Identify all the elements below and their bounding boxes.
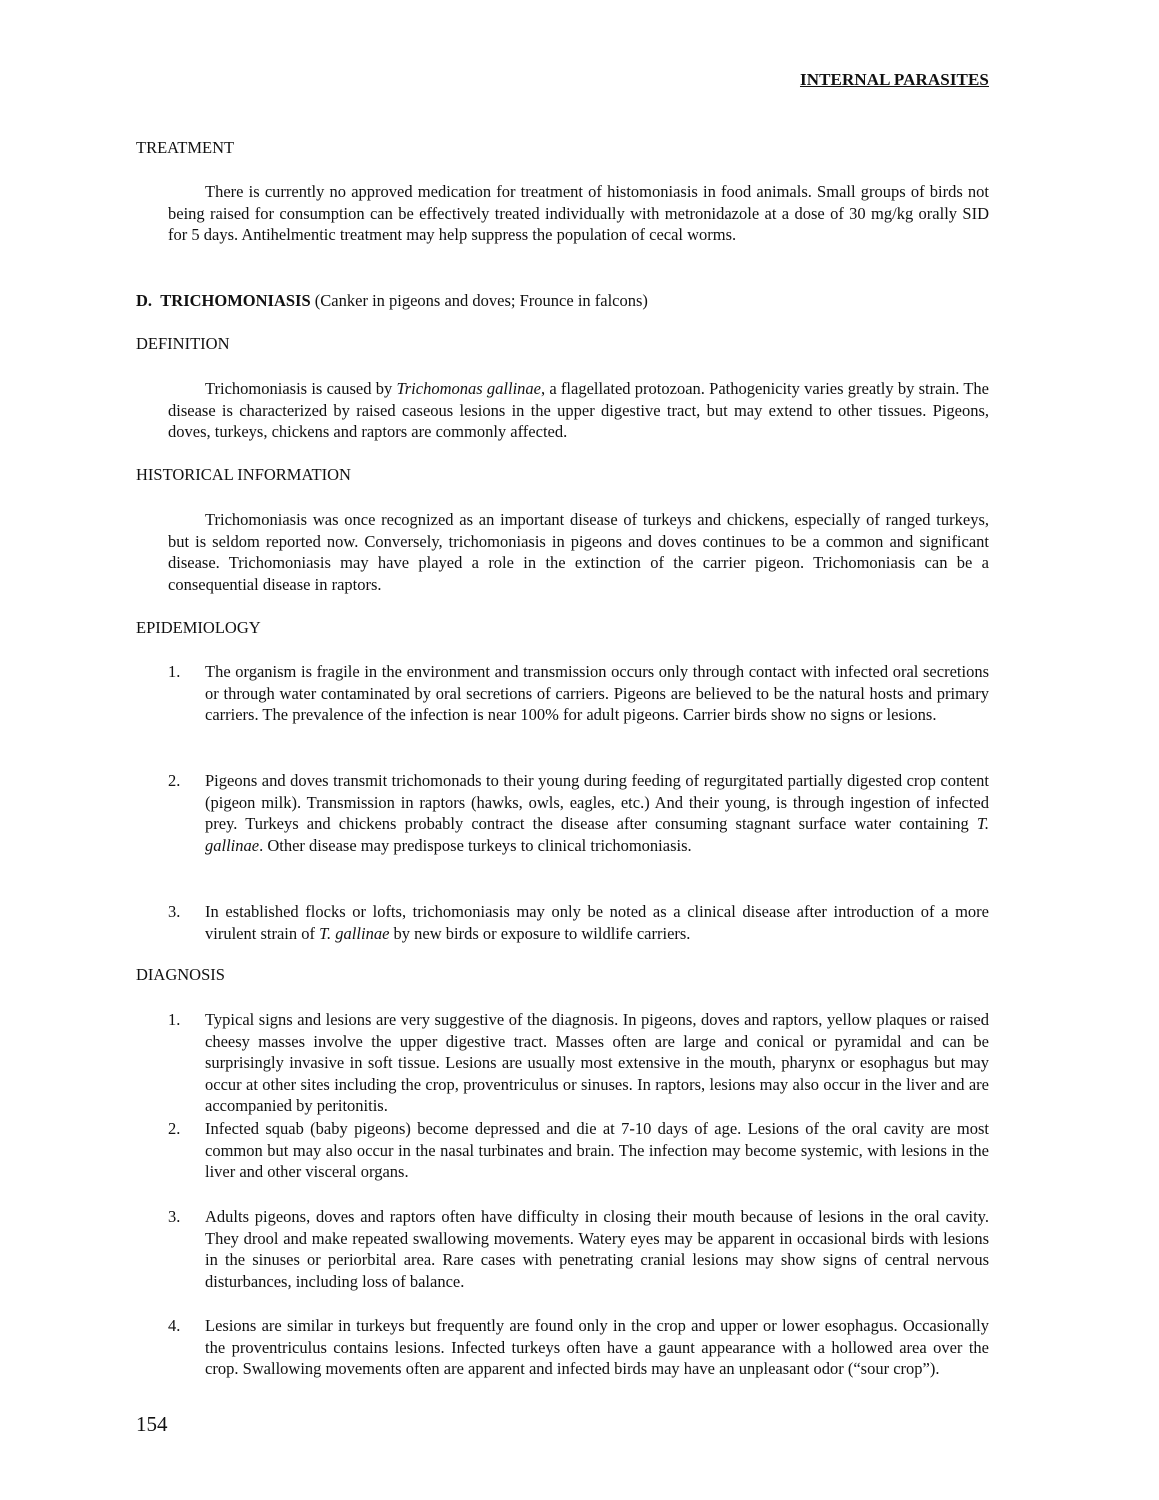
list-number: 3.: [168, 1207, 181, 1226]
list-text-part: In established flocks or lofts, trichomoniasis may only be noted as a clinical disease after introduction of a more virulent strain of: [205, 902, 989, 943]
diagnosis-item: [168, 1009, 989, 1117]
running-head: INTERNAL PARASITES: [799, 70, 989, 89]
section-d-title: [136, 291, 648, 311]
diagnosis-item: [168, 1315, 989, 1380]
species-name: T. gallinae: [205, 814, 989, 855]
list-text: The organism is fragile in the environment and transmission occurs only through contact with infected oral secretions or through water contaminated by oral secretions of carriers. Pigeons are believed to be the natural hosts and primary carriers. The prevalence of the infection is near 100% for adult pigeons. Carrier birds show no signs or lesions.: [205, 662, 989, 724]
list-text-part: . Other disease may predispose turkeys to clinical trichomoniasis.: [259, 835, 692, 855]
list-text: Infected squab (baby pigeons) become depressed and die at 7-10 days of age. Lesions of the oral cavity are most common but may also occur in the nasal turbinates and brain. The infection may become systemic, with lesions in the liver and other visceral organs.: [205, 1119, 989, 1181]
treatment-paragraph: There is currently no approved medication for treatment of histomoniasis in food animals. Small groups of birds not being raised for consumption can be effectively treated individually with metronidazole at a dose of 30 mg/kg orally SID for 5 days. Antihelmentic treatment may help suppress the population of cecal worms.: [168, 182, 989, 244]
definition-text: Trichomoniasis is caused by: [205, 379, 397, 398]
list-text-part: Pigeons and doves transmit trichomonads to their young during feeding of regurgitated partially digested crop content (pigeon milk). Transmission in raptors (hawks, owls, eagles, etc.) And their young, is through ingestion of infected prey. Turkeys and chickens probably contract the disease after consuming stagnant surface water containing: [205, 771, 989, 833]
list-number: 4.: [168, 1316, 181, 1335]
treatment-heading: TREATMENT: [136, 138, 235, 157]
list-text: [205, 770, 989, 856]
epidemiology-item: [168, 770, 989, 856]
section-letter: D.: [136, 291, 153, 310]
list-number: 1.: [168, 1010, 181, 1029]
list-text: Typical signs and lesions are very suggestive of the diagnosis. In pigeons, doves and raptors, yellow plaques or raised cheesy masses involve the upper digestive tract. Masses often are large and conical or pyramidal and can be surprisingly invasive in soft tissue. Lesions are usually most extensive in the mouth, pharynx or esophagus but may occur at other sites including the crop, proventriculus or sinuses. In raptors, lesions may also occur in the liver and are accompanied by peritonitis.: [205, 1010, 989, 1115]
list-text-part: by new birds or exposure to wildlife carriers.: [389, 923, 691, 943]
section-subtitle: (Canker in pigeons and doves; Frounce in falcons): [314, 291, 648, 310]
historical-paragraph: Trichomoniasis was once recognized as an important disease of turkeys and chickens, especially of ranged turkeys, but is seldom reported now. Conversely, trichomoniasis in pigeons and doves continues to be a common and significant disease. Trichomoniasis may have played a role in the extinction of the carrier pigeon. Trichomoniasis can be a consequential disease in raptors.: [168, 510, 989, 594]
definition-heading: DEFINITION: [136, 334, 230, 353]
diagnosis-heading: DIAGNOSIS: [136, 965, 225, 984]
page-number: 154: [136, 1412, 168, 1436]
list-text: Lesions are similar in turkeys but frequently are found only in the crop and upper or lower esophagus. Occasionally the proventriculus contains lesions. Infected turkeys often have a gaunt appearance with a hollowed area over the crop. Swallowing movements often are apparent and infected birds may have an unpleasant odor (“sour crop”).: [205, 1316, 989, 1378]
diagnosis-item: [168, 1206, 989, 1292]
section-name: TRICHOMONIASIS: [160, 291, 311, 310]
epidemiology-heading: EPIDEMIOLOGY: [136, 618, 261, 637]
species-name: Trichomonas gallinae: [396, 379, 541, 398]
list-number: 1.: [168, 662, 181, 681]
list-number: 2.: [168, 771, 181, 790]
definition-text-continued: , a flagellated protozoan. Pathogenicity varies greatly by strain. The disease is characterized by raised caseous lesions in the upper digestive tract, but may extend to other tissues. Pigeons, doves, turkeys, chickens and raptors are commonly affected.: [168, 379, 989, 441]
historical-heading: HISTORICAL INFORMATION: [136, 465, 351, 484]
epidemiology-item: [168, 661, 989, 726]
diagnosis-item: [168, 1118, 989, 1183]
list-text: [205, 901, 989, 944]
species-name: T. gallinae: [319, 923, 390, 943]
definition-paragraph: [168, 378, 989, 443]
epidemiology-item: [168, 901, 989, 944]
list-number: 3.: [168, 902, 181, 921]
list-number: 2.: [168, 1119, 181, 1138]
list-text: Adults pigeons, doves and raptors often have difficulty in closing their mouth because of lesions in the oral cavity. They drool and make repeated swallowing movements. Watery eyes may be apparent in occasional birds with lesions in the sinuses or periorbital area. Rare cases with penetrating cranial lesions may show signs of central nervous disturbances, including loss of balance.: [205, 1207, 989, 1291]
